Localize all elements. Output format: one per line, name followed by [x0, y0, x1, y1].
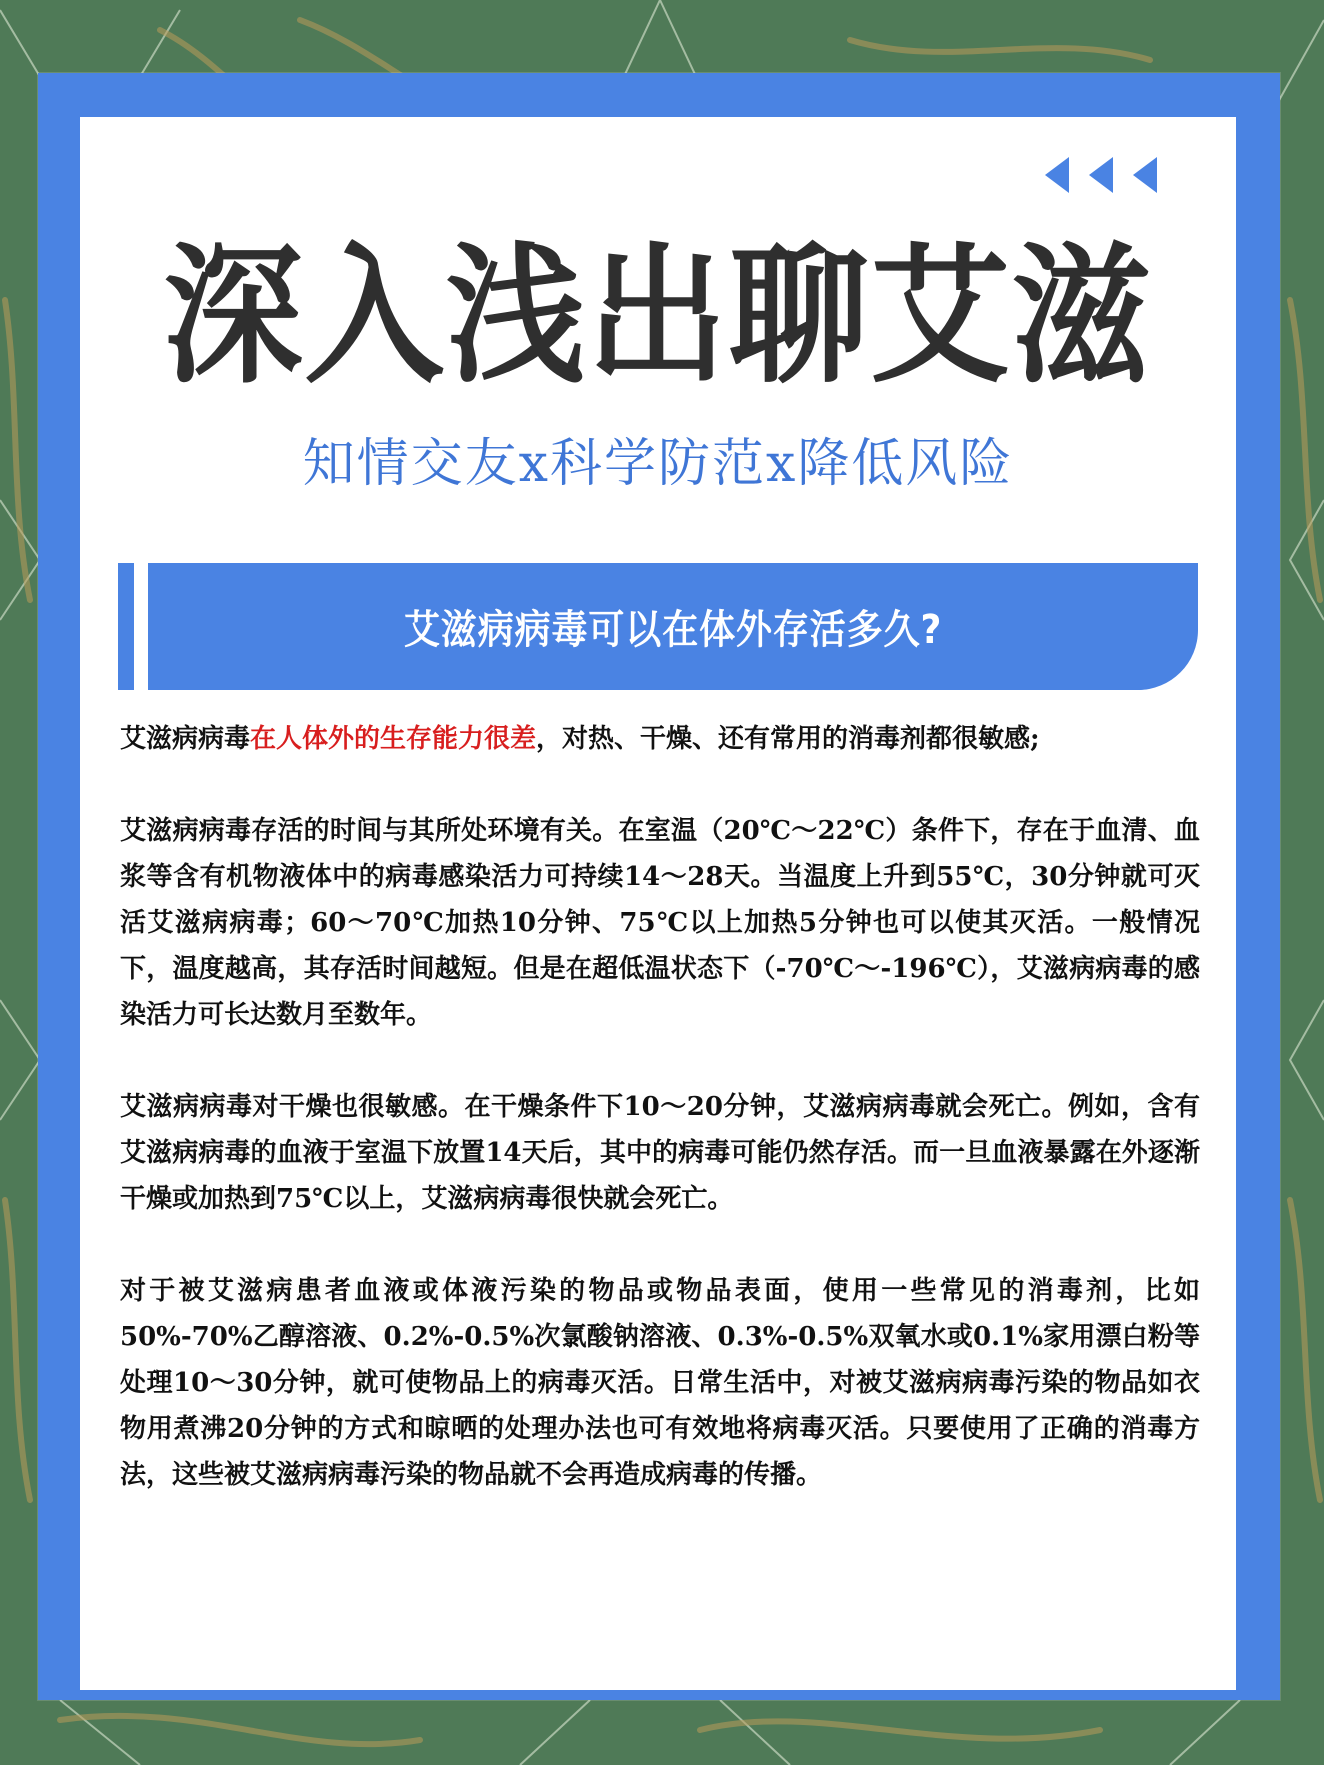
arrow-left-icon [1045, 157, 1069, 193]
paragraph-1 [120, 716, 1200, 762]
paragraph-4: 对于被艾滋病患者血液或体液污染的物品或物品表面，使用一些常见的消毒剂，比如50%-70%乙醇溶液、0.2%-0.5%次氯酸钠溶液、0.3%-0.5%双氧水或0.1%家用漂白粉等处理10～30分钟，就可使物品上的病毒灭活。日常生活中，对被艾滋病病毒污染的物品如衣物用煮沸20分钟的方式和晾晒的处理办法也可有效地将病毒灭活。只要使用了正确的消毒方法，这些被艾滋病病毒污染的物品就不会再造成病毒的传播。 [120, 1276, 1200, 1490]
page-title: 深入浅出聊艾滋 [163, 230, 1153, 404]
decorative-arrows [1045, 155, 1175, 195]
section-heading-bar [148, 563, 1198, 690]
page-subtitle: 知情交友x科学防范x降低风险 [302, 434, 1014, 494]
article-body [120, 716, 1200, 1544]
paragraph-2: 艾滋病病毒存活的时间与其所处环境有关。在室温（20℃～22℃）条件下，存在于血清、血浆等含有机物液体中的病毒感染活力可持续14～28天。当温度上升到55℃，30分钟就可灭活艾滋病病毒；60～70℃加热10分钟、75℃以上加热5分钟也可以使其灭活。一般情况下，温度越高，其存活时间越短。但是在超低温状态下（-70℃～-196℃），艾滋病病毒的感染活力可长达数月至数年。 [120, 816, 1200, 1030]
paragraph-3: 艾滋病病毒对干燥也很敏感。在干燥条件下10～20分钟，艾滋病病毒就会死亡。例如，含有艾滋病病毒的血液于室温下放置14天后，其中的病毒可能仍然存活。而一旦血液暴露在外逐渐干燥或加热到75℃以上，艾滋病病毒很快就会死亡。 [120, 1092, 1200, 1214]
section-header [118, 563, 1198, 690]
accent-bar [118, 563, 134, 690]
paragraph-1-suffix: ，对热、干燥、还有常用的消毒剂都很敏感; [536, 724, 1040, 754]
highlighted-text: 在人体外的生存能力很差 [250, 724, 537, 754]
arrow-left-icon [1089, 157, 1113, 193]
section-heading: 艾滋病病毒可以在体外存活多久? [403, 607, 943, 653]
paragraph-1-prefix: 艾滋病病毒 [120, 724, 251, 754]
arrow-left-icon [1133, 157, 1157, 193]
